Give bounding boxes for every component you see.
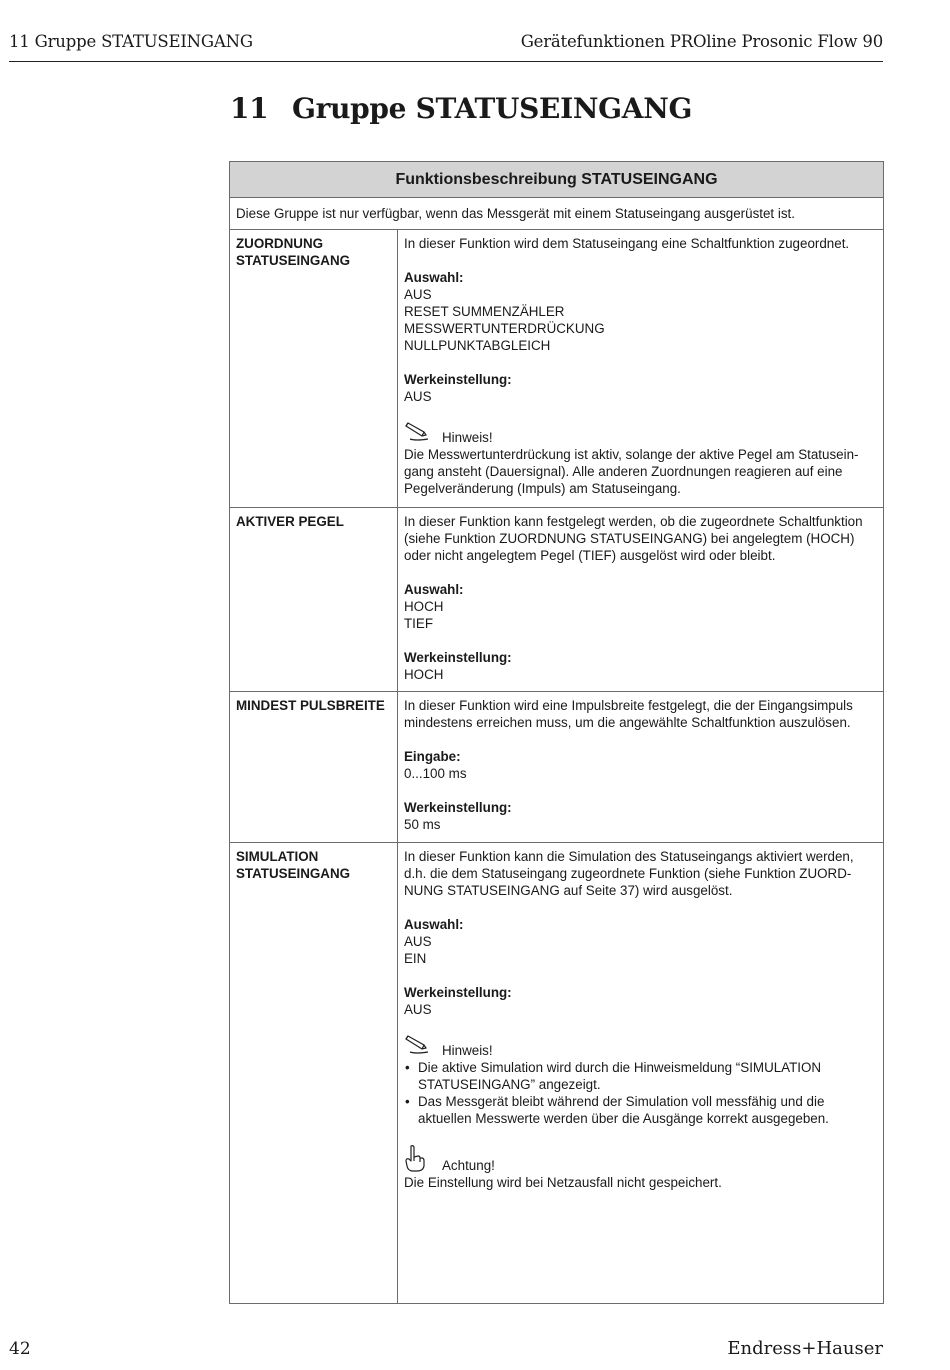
function-name-line: ZUORDNUNG [236,236,324,251]
function-name [230,508,398,692]
function-table [229,161,884,1304]
function-description [398,508,884,692]
description-text: In dieser Funktion kann die Simulation des Statuseingangs aktiviert werden, [404,849,854,864]
function-name [230,230,398,508]
caution-text: Die Einstellung wird bei Netzausfall nicht gespeichert. [404,1175,722,1190]
function-name [230,843,398,1304]
function-name-line: SIMULATION [236,849,319,864]
function-name-line: STATUSEINGANG [236,866,351,881]
note-text: Die Messwertunterdrückung ist aktiv, solange der aktive Pegel am Statusein- [404,447,859,462]
note-text: Pegelveränderung (Impuls) am Statuseingang. [404,481,681,496]
description-text: mindestens erreichen muss, um die angewählte Schaltfunktion auszulösen. [404,715,851,730]
choice-label: Auswahl: [404,917,464,932]
function-description [398,692,884,843]
default-label: Werkeinstellung: [404,650,512,665]
caution-header [404,1144,877,1174]
pencil-note-icon [404,1035,442,1059]
description-text: In dieser Funktion kann festgelegt werden, ob die zugeordnete Schaltfunktion [404,514,863,529]
choice-option: EIN [404,951,427,966]
description-text: d.h. die dem Statuseingang zugeordnete Funktion (siehe Funktion ZUORD- [404,866,852,881]
description-text: oder nicht angelegtem Pegel (TIEF) ausgelöst wird oder bleibt. [404,548,776,563]
input-label: Eingabe: [404,749,461,764]
note-header [404,1035,877,1059]
default-value: AUS [404,1002,432,1017]
choice-option: TIEF [404,616,434,631]
description-text: In dieser Funktion wird eine Impulsbreite festgelegt, die der Eingangsimpuls [404,698,853,713]
function-name-line: AKTIVER PEGEL [236,514,344,529]
pencil-note-icon [404,422,442,446]
chapter-title: Gruppe STATUSEINGANG [292,92,693,125]
default-label: Werkeinstellung: [404,985,512,1000]
default-label: Werkeinstellung: [404,800,512,815]
note-header [404,422,877,446]
bullet-text: aktuellen Messwerte werden über die Ausgänge korrekt ausgegeben. [418,1111,829,1126]
chapter-number: 11 [230,92,269,125]
note-label: Hinweis! [442,430,493,445]
chapter-heading [230,92,692,125]
description-text: In dieser Funktion wird dem Statuseingang eine Schaltfunktion zugeordnet. [404,236,850,251]
function-description [398,843,884,1304]
choice-option: RESET SUMMENZÄHLER [404,304,565,319]
choice-option: HOCH [404,599,444,614]
default-label: Werkeinstellung: [404,372,512,387]
running-header-left: 11 Gruppe STATUSEINGANG [9,32,253,51]
function-name [230,692,398,843]
note-label: Hinweis! [442,1043,493,1058]
choice-option: MESSWERTUNTERDRÜCKUNG [404,321,605,336]
brand-logo: Endress+Hauser [727,1338,883,1359]
page-number: 42 [9,1339,31,1359]
table-intro: Diese Gruppe ist nur verfügbar, wenn das Messgerät mit einem Statuseingang ausgerüstet ist. [230,198,884,230]
bullet-text: • Die aktive Simulation wird durch die Hinweismeldung “SIMULATION [418,1060,822,1075]
choice-option: AUS [404,287,432,302]
default-value: AUS [404,389,432,404]
bullet-item [404,1059,877,1093]
function-name-line: MINDEST PULSBREITE [236,698,385,713]
description-text: (siehe Funktion ZUORDNUNG STATUSEINGANG) bei angelegtem (HOCH) [404,531,855,546]
caution-label: Achtung! [442,1158,495,1173]
function-description [398,230,884,508]
table-row [230,843,884,1304]
bullet-text: STATUSEINGANG” angezeigt. [418,1077,601,1092]
function-name-line: STATUSEINGANG [236,253,351,268]
choice-label: Auswahl: [404,270,464,285]
choice-label: Auswahl: [404,582,464,597]
description-text: NUNG STATUSEINGANG auf Seite 37) wird ausgelöst. [404,883,733,898]
bullet-item [404,1093,877,1127]
table-row [230,692,884,843]
table-row [230,230,884,508]
table-title: Funktionsbeschreibung STATUSEINGANG [230,162,884,198]
table-row [230,508,884,692]
input-value: 0...100 ms [404,766,467,781]
choice-option: NULLPUNKTABGLEICH [404,338,551,353]
running-header [9,31,883,62]
note-text: gang ansteht (Dauersignal). Alle anderen Zuordnungen reagieren auf eine [404,464,843,479]
default-value: 50 ms [404,817,441,832]
running-header-right: Gerätefunktionen PROline Prosonic Flow 90 [520,32,883,51]
choice-option: AUS [404,934,432,949]
bullet-text: • Das Messgerät bleibt während der Simulation voll messfähig und die [418,1094,825,1109]
default-value: HOCH [404,667,444,682]
pointing-hand-icon [404,1144,442,1174]
